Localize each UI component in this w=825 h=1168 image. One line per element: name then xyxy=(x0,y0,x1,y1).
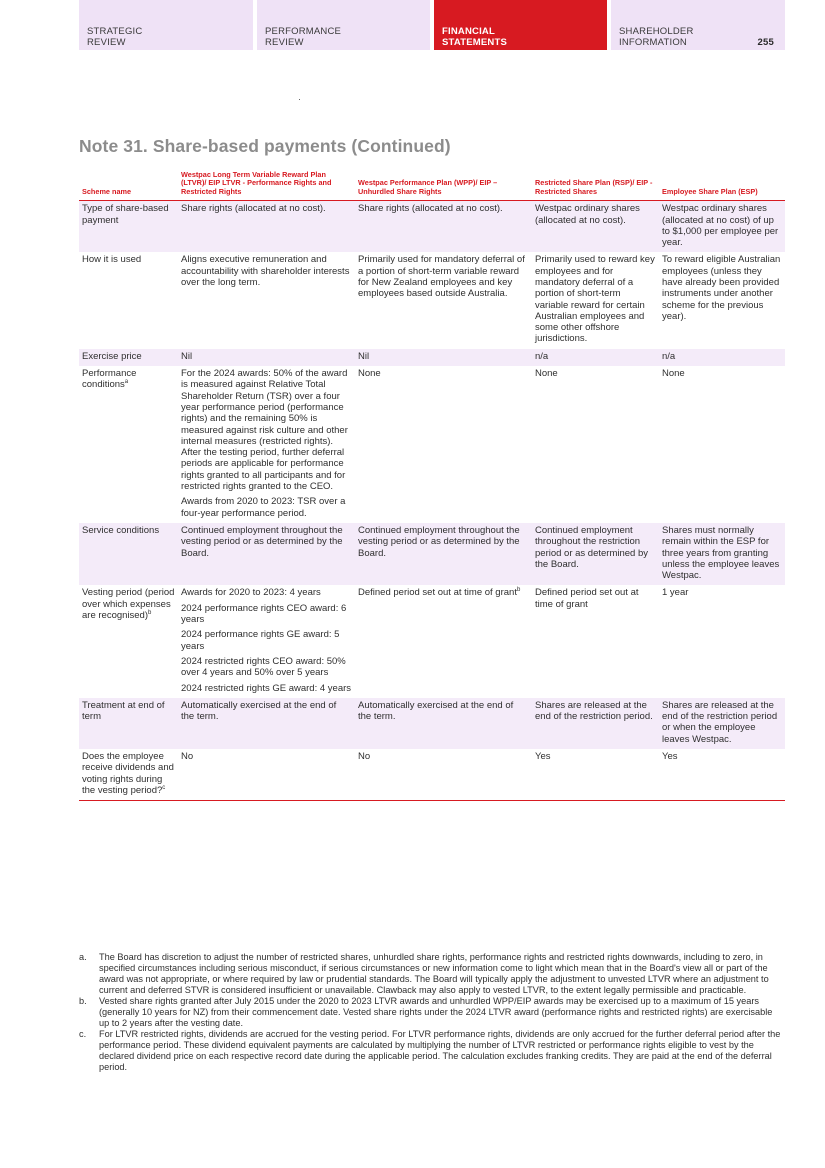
row-label: Service conditions xyxy=(79,523,178,585)
footnotes xyxy=(79,952,785,1073)
header-ltvr: Westpac Long Term Variable Reward Plan (LTVR)/ EIP LTVR - Performance Rights and Restricted Rights xyxy=(178,171,355,201)
cell-ltvr xyxy=(178,366,355,523)
tab-label-line1: SHAREHOLDER xyxy=(619,26,694,37)
tab-label-line2: INFORMATION xyxy=(619,37,687,48)
footnote-label: c. xyxy=(79,1029,87,1039)
cell-wpp: No xyxy=(355,749,532,801)
cell-esp: Westpac ordinary shares (allocated at no cost) of up to $1,000 per employee per year. xyxy=(659,201,785,253)
footnote-ref: b xyxy=(148,609,152,616)
cell-esp: Shares are released at the end of the restriction period or when the employee leaves Westpac. xyxy=(659,698,785,749)
stray-dot xyxy=(299,99,300,100)
footnote-label: b. xyxy=(79,996,87,1006)
cell-ltvr: No xyxy=(178,749,355,801)
row-label: How it is used xyxy=(82,254,142,266)
row-label: Vesting period (period over which expenses are recognised) xyxy=(82,587,175,622)
tab-label-line2: REVIEW xyxy=(265,37,304,48)
header-scheme-name: Scheme name xyxy=(79,171,178,201)
header-wpp: Westpac Performance Plan (WPP)/ EIP – Unhurdled Share Rights xyxy=(355,171,532,201)
tab-label-line1: FINANCIAL xyxy=(442,26,495,37)
footnote-text: For LTVR restricted rights, dividends are accrued for the vesting period. For LTVR performance rights, dividends are only accrued for the further deferral period after the performance period. These dividend equivalent payments are calculated by multiplying the number of LTVR restricted or performance rights eligible to vest by the declared dividend price on each respective record date during the applicable period. The calculation excludes franking credits. They are paid at the end of the deferral period. xyxy=(99,1029,781,1072)
footnote-text: The Board has discretion to adjust the number of restricted shares, unhurdled share rights, performance rights and restricted rights downwards, including to zero, in specified circumstances including serious misconduct, if serious circumstances or new information come to light which mean that in the Board's view all or part of the award was not appropriate, or where required by law or prudential standards. The Board will typically apply the adjustment to unvested LTVR where an adjustment to current and deferred STVR is considered insufficient or unavailable. Clawback may also apply to vested LTVR, to the extent legally permissible and practicable. xyxy=(99,952,769,995)
tab-label-line1: PERFORMANCE xyxy=(265,26,342,37)
tab-label-line2: REVIEW xyxy=(87,37,126,48)
section-nav xyxy=(79,0,785,50)
table-row-type xyxy=(79,201,785,253)
footnote-ref: a xyxy=(124,379,129,386)
cell-wpp: Share rights (allocated at no cost). xyxy=(355,201,532,253)
footnote-ref: b xyxy=(516,587,521,594)
table-row-service-conditions xyxy=(79,523,785,585)
tab-label-line1: STRATEGIC xyxy=(87,26,143,37)
page-number: 255 xyxy=(757,37,774,48)
cell-ltvr: Share rights (allocated at no cost). xyxy=(178,201,355,253)
cell-wpp: None xyxy=(358,368,381,380)
row-label-cell xyxy=(79,366,178,523)
page-title: Note 31. Share-based payments (Continued) xyxy=(79,136,451,156)
row-label-cell xyxy=(79,749,178,801)
cell-ltvr: Aligns executive remuneration and accountability with shareholder interests over the long term. xyxy=(181,254,350,288)
cell-esp: n/a xyxy=(659,349,785,366)
row-label: Performance conditions xyxy=(82,368,137,391)
cell-wpp: Continued employment throughout the vesting period or as determined by the Board. xyxy=(355,523,532,585)
table-header-row xyxy=(79,171,785,201)
footnote-item xyxy=(79,1029,785,1073)
cell-rsp: n/a xyxy=(532,349,659,366)
cell-esp: Yes xyxy=(659,749,785,801)
footnote-item xyxy=(79,952,785,996)
cell-ltvr xyxy=(178,585,355,697)
row-label-cell xyxy=(79,585,178,697)
cell-text: Defined period set out at time of grant xyxy=(358,587,517,599)
cell-wpp: Primarily used for mandatory deferral of a portion of short-term variable reward for New Zealand employees and key employees based outside Australia. xyxy=(358,254,525,300)
cell-paragraph: 2024 performance rights CEO award: 6 years xyxy=(181,602,347,626)
cell-esp: To reward eligible Australian employees (unless they have already been provided instruments under another scheme for the previous year). xyxy=(662,254,781,322)
cell-wpp: Nil xyxy=(355,349,532,366)
cell-paragraph: 2024 restricted rights CEO award: 50% over 4 years and 50% over 5 years xyxy=(181,655,346,679)
tab-financial-statements[interactable] xyxy=(434,0,607,50)
cell-esp: None xyxy=(662,368,685,380)
tab-strategic-review[interactable] xyxy=(79,0,253,50)
row-label: Treatment at end of term xyxy=(79,698,178,749)
header-esp: Employee Share Plan (ESP) xyxy=(659,171,785,201)
tab-label-line2: STATEMENTS xyxy=(442,37,507,48)
cell-rsp: Primarily used to reward key employees and for mandatory deferral of a portion of short-term variable reward for certain Australian employees and some other offshore jurisdictions. xyxy=(535,254,655,345)
cell-paragraph: Awards for 2020 to 2023: 4 years xyxy=(181,587,321,599)
cell-rsp: None xyxy=(535,368,558,380)
cell-rsp: Yes xyxy=(532,749,659,801)
cell-rsp: Westpac ordinary shares (allocated at no cost). xyxy=(532,201,659,253)
cell-esp: 1 year xyxy=(662,587,689,599)
row-label: Exercise price xyxy=(79,349,178,366)
table-row-performance-conditions xyxy=(79,366,785,523)
footnote-item xyxy=(79,996,785,1029)
row-label: Does the employee receive dividends and voting rights during the vesting period? xyxy=(82,750,174,796)
table-row-dividends xyxy=(79,749,785,801)
cell-wpp: Automatically exercised at the end of the term. xyxy=(355,698,532,749)
table-row-vesting-period xyxy=(79,585,785,697)
footnote-label: a. xyxy=(79,952,87,962)
header-rsp: Restricted Share Plan (RSP)/ EIP - Restricted Shares xyxy=(532,171,659,201)
tab-shareholder-information[interactable] xyxy=(611,0,785,50)
footnote-ref: c xyxy=(162,784,166,791)
cell-wpp xyxy=(355,585,532,697)
footnote-text: Vested share rights granted after July 2015 under the 2020 to 2023 LTVR awards and unhurdled WPP/EIP awards may be exercised up to a maximum of 15 years (generally 10 years for NZ) from their commencement date. Vested share rights under the 2024 LTVR award (performance rights and restricted rights) are exercisable up to 2 years after the vesting date. xyxy=(99,996,773,1028)
cell-rsp: Shares are released at the end of the restriction period. xyxy=(532,698,659,749)
cell-paragraph: For the 2024 awards: 50% of the award is measured against Relative Total Shareholder Return (TSR) over a four year performance period (performance rights) and the remaining 50% is measured against risk culture and other internal measures (restricted rights). After the testing period, further deferral periods are applicable for performance rights granted to all participants and for restricted rights granted to the CEO. xyxy=(181,368,348,493)
share-plans-table xyxy=(79,171,785,801)
table-row-how-used xyxy=(79,252,785,348)
table-row-exercise-price xyxy=(79,349,785,366)
cell-paragraph: Awards from 2020 to 2023: TSR over a four-year performance period. xyxy=(181,496,346,519)
cell-esp: Shares must normally remain within the ESP for three years from granting unless the employee leaves Westpac. xyxy=(659,523,785,585)
cell-ltvr: Nil xyxy=(178,349,355,366)
cell-rsp: Continued employment throughout the restriction period or as determined by the Board. xyxy=(532,523,659,585)
cell-ltvr: Continued employment throughout the vesting period or as determined by the Board. xyxy=(178,523,355,585)
cell-ltvr: Automatically exercised at the end of the term. xyxy=(178,698,355,749)
tab-performance-review[interactable] xyxy=(257,0,430,50)
cell-paragraph: 2024 performance rights GE award: 5 years xyxy=(181,629,340,652)
cell-rsp: Defined period set out at time of grant xyxy=(535,587,639,610)
row-label: Type of share-based payment xyxy=(79,201,178,253)
table-row-treatment-end-term xyxy=(79,698,785,749)
cell-paragraph: 2024 restricted rights GE award: 4 years xyxy=(181,682,352,694)
